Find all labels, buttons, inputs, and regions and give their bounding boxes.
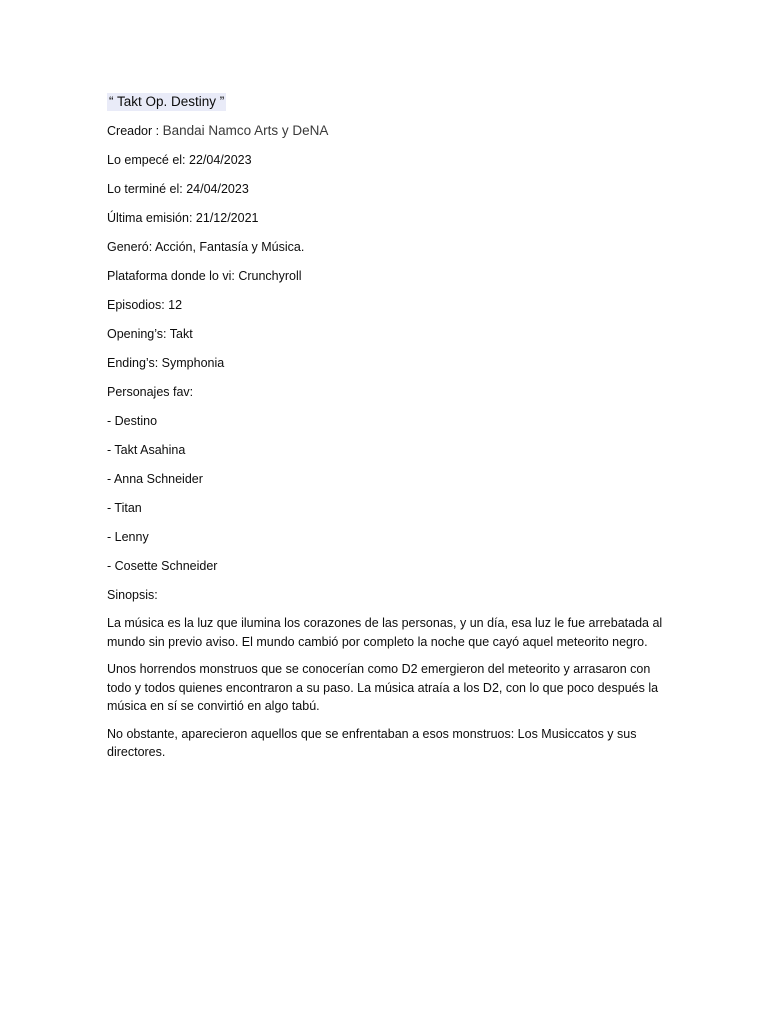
episodes-line: Episodios: 12 [107,298,183,312]
platform-line: Plataforma donde lo vi: Crunchyroll [107,269,302,283]
synopsis-heading: Sinopsis: [107,588,158,602]
character-item: - Destino [107,414,158,428]
synopsis-paragraph: No obstante, aparecieron aquellos que se enfrentaban a esos monstruos: Los Musiccatos y sus directores. [107,726,637,759]
start-date-line: Lo empecé el: 22/04/2023 [107,153,252,167]
end-date-line: Lo terminé el: 24/04/2023 [107,182,249,196]
character-item: - Anna Schneider [107,472,203,486]
character-item: - Titan [107,501,142,515]
favorite-characters-heading: Personajes fav: [107,385,194,399]
character-item: - Takt Asahina [107,443,186,457]
genre-line: Generó: Acción, Fantasía y Música. [107,240,305,254]
creator-line [107,121,667,141]
last-broadcast-line: Última emisión: 21/12/2021 [107,211,259,225]
synopsis-paragraph: La música es la luz que ilumina los corazones de las personas, y un día, esa luz le fue arrebatada al mundo sin previo aviso. El mundo cambió por completo la noche que cayó aquel meteorito negro. [107,616,663,649]
opening-line: Opening’s: Takt [107,327,193,341]
synopsis-paragraph: Unos horrendos monstruos que se conocerían como D2 emergieron del meteorito y arrasaron con todo y todos quienes encontraron a su paso. La música atraía a los D2, con lo que poco después la música en sí se convirtió en algo tabú. [107,662,659,713]
document-body [107,92,667,771]
creator-label: Creador : [107,124,160,138]
character-item: - Cosette Schneider [107,559,218,573]
creator-value: Bandai Namco Arts y DeNA [162,123,329,138]
title-highlight: “ Takt Op. Destiny ” [109,94,225,109]
document-title [107,92,667,112]
ending-line: Ending’s: Symphonia [107,356,225,370]
character-item: - Lenny [107,530,149,544]
